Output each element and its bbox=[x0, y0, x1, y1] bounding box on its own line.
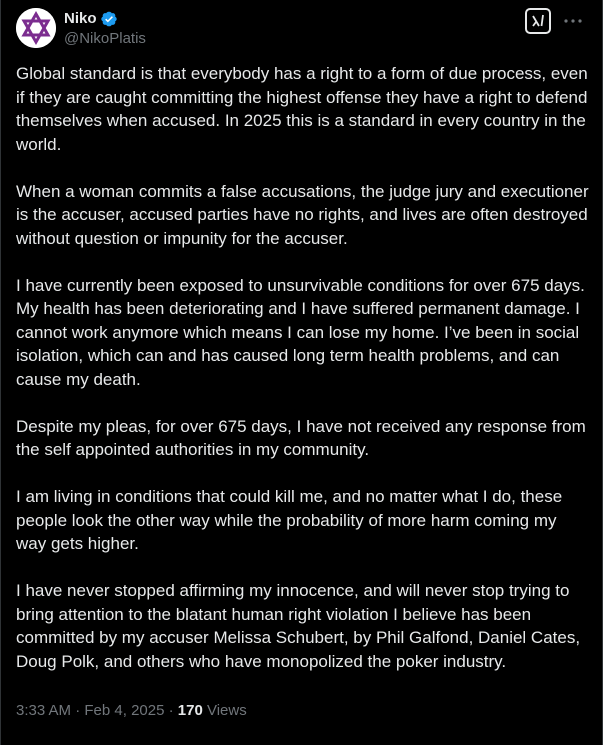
views-label: Views bbox=[202, 702, 247, 719]
display-name[interactable]: Niko bbox=[64, 10, 97, 27]
tweet-text bbox=[16, 62, 591, 673]
tweet-paragraph: Global standard is that everybody has a right to a form of due process, even if they are caught committing the highest offense they have a right to defend themselves when accused. In 2025 this is a standard in every country in the world. bbox=[16, 64, 588, 154]
tweet-paragraph: I have never stopped affirming my innocence, and will never stop trying to bring attention to the blatant human right violation I believe has been committed by my accuser Melissa Schubert, by Phil Galfond, Daniel Cates, Doug Polk, and others who have monopolized the poker industry. bbox=[16, 581, 581, 671]
grok-button[interactable] bbox=[525, 8, 551, 34]
tweet-date[interactable]: Feb 4, 2025 bbox=[84, 702, 165, 719]
more-icon bbox=[564, 19, 582, 23]
tweet-meta bbox=[16, 702, 247, 719]
grok-icon bbox=[530, 13, 546, 29]
tweet-paragraph: I am living in conditions that could kill me, and no matter what I do, these people look the other way while the probability of more harm coming my way gets higher. bbox=[16, 487, 563, 553]
views-count[interactable]: 170 bbox=[177, 702, 203, 719]
author-names bbox=[64, 9, 146, 47]
meta-separator: · bbox=[71, 702, 85, 719]
star-of-david-icon bbox=[16, 8, 56, 48]
tweet-header bbox=[16, 7, 588, 51]
tweet-paragraph: I have currently been exposed to unsurvivable conditions for over 675 days. My health has been deteriorating and I have suffered permanent damage. I cannot work anymore which means I can lose my home. I’ve been in social isolation, which can and has caused long term health problems, and can cause my death. bbox=[16, 275, 585, 389]
tweet-paragraph: When a woman commits a false accusations, the judge jury and executioner is the accuser, accused parties have no rights, and lives are often destroyed without question or impunity for the accuser. bbox=[16, 181, 589, 248]
author-handle[interactable]: @NikoPlatis bbox=[64, 30, 146, 47]
verified-badge-icon[interactable] bbox=[100, 10, 118, 28]
avatar[interactable] bbox=[16, 8, 56, 48]
meta-separator: · bbox=[164, 702, 178, 719]
tweet-time[interactable]: 3:33 AM bbox=[16, 702, 72, 719]
tweet-paragraph: Despite my pleas, for over 675 days, I have not received any response from the self appointed authorities in my community. bbox=[16, 416, 586, 459]
more-options-button[interactable] bbox=[563, 11, 583, 31]
display-name-row bbox=[64, 9, 146, 28]
